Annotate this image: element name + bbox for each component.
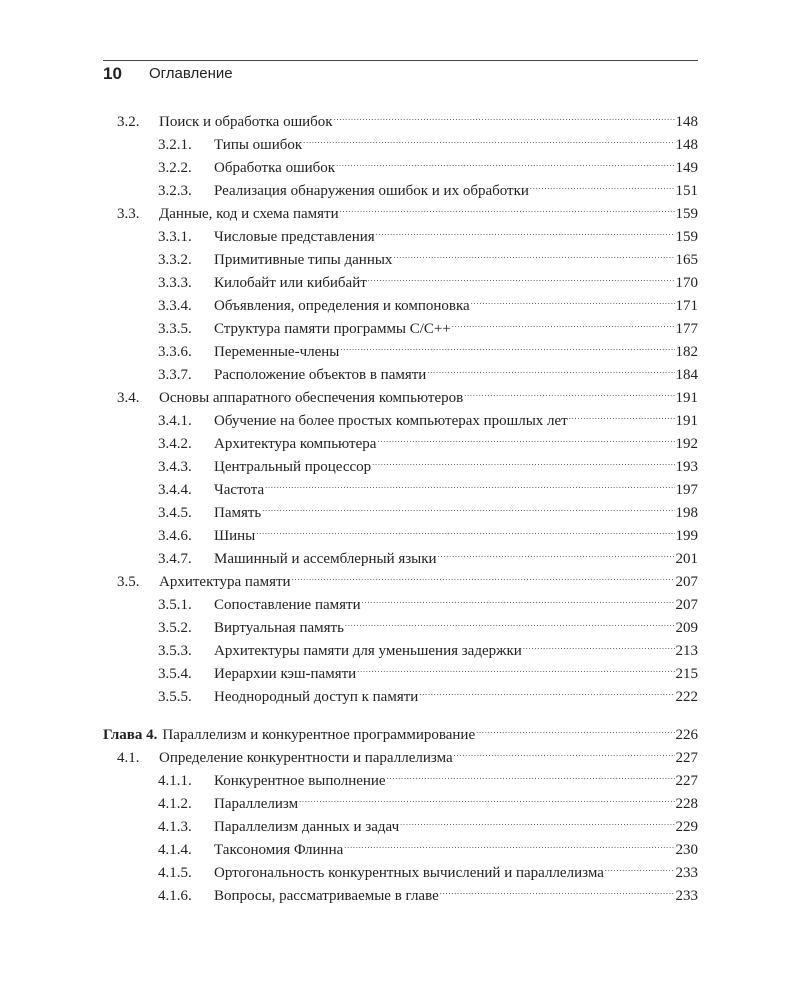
toc-entry-number: 3.4.2. xyxy=(158,436,192,452)
dot-leader xyxy=(605,855,675,877)
toc-entry[interactable] xyxy=(158,242,698,268)
dot-leader xyxy=(387,763,675,785)
toc-entry-number: 3.2.1. xyxy=(158,137,192,153)
toc-entry-page: 197 xyxy=(675,482,698,498)
dot-leader xyxy=(334,104,675,126)
toc-entry-title: Типы ошибок xyxy=(214,137,303,153)
toc-entry[interactable] xyxy=(158,878,698,904)
toc-entry-number: 3.5.4. xyxy=(158,666,192,682)
toc-entry[interactable] xyxy=(158,763,698,789)
toc-entry-title: Вопросы, рассматриваемые в главе xyxy=(214,888,439,904)
toc-entry[interactable] xyxy=(117,104,698,130)
toc-entry-title: Ортогональность конкурентных вычислений и параллелизма xyxy=(214,865,604,881)
toc-entry[interactable] xyxy=(158,587,698,613)
toc-entry-number: 3.2. xyxy=(117,114,140,130)
toc-entry-title: Обучение на более простых компьютерах прошлых лет xyxy=(214,413,568,429)
toc-entry-number: 3.3.7. xyxy=(158,367,192,383)
toc-entry-title: Килобайт или кибибайт xyxy=(214,275,367,291)
toc-entry[interactable] xyxy=(158,150,698,176)
toc-entry-title: Иерархии кэш-памяти xyxy=(214,666,357,682)
toc-entry-title: Архитектура компьютера xyxy=(214,436,377,452)
toc-entry-title: Объявления, определения и компоновка xyxy=(214,298,470,314)
toc-entry-number: 3.4.3. xyxy=(158,459,192,475)
toc-entry-title: Архитектура памяти xyxy=(159,574,291,590)
page-number: 10 xyxy=(103,64,122,83)
dot-leader xyxy=(357,656,674,678)
toc-entry-page: 159 xyxy=(675,229,698,245)
dot-leader xyxy=(471,288,675,310)
toc-entry-page: 191 xyxy=(675,390,698,406)
toc-entry-number: 3.3. xyxy=(117,206,140,222)
toc-entry-number: 3.4.5. xyxy=(158,505,192,521)
toc-entry-number: 4.1.5. xyxy=(158,865,192,881)
toc-entry-title: Параллелизм данных и задач xyxy=(214,819,400,835)
toc-entry[interactable] xyxy=(158,518,698,544)
toc-entry[interactable] xyxy=(158,449,698,475)
dot-leader xyxy=(438,541,675,563)
toc-entry-number: 3.3.4. xyxy=(158,298,192,314)
dot-leader xyxy=(440,878,675,900)
toc-entry[interactable] xyxy=(158,173,698,199)
toc-entry-page: 209 xyxy=(675,620,698,636)
toc-entry[interactable] xyxy=(158,426,698,452)
dot-leader xyxy=(427,357,674,379)
dot-leader xyxy=(303,127,674,149)
toc-entry-page: 215 xyxy=(675,666,698,682)
toc-entry[interactable] xyxy=(158,832,698,858)
dot-leader xyxy=(464,380,674,402)
toc-entry[interactable] xyxy=(158,334,698,360)
toc-entry[interactable] xyxy=(158,633,698,659)
dot-leader xyxy=(299,786,674,808)
toc-entry-title: Архитектуры памяти для уменьшения задержки xyxy=(214,643,522,659)
toc-entry-number: 3.5.1. xyxy=(158,597,192,613)
toc-entry-title: Параллелизм и конкурентное программирование xyxy=(162,727,476,743)
dot-leader xyxy=(393,242,674,264)
dot-leader xyxy=(377,426,674,448)
toc-entry-number: 3.5.5. xyxy=(158,689,192,705)
toc-entry-number: 4.1.2. xyxy=(158,796,192,812)
toc-entry[interactable] xyxy=(158,855,698,881)
dot-leader xyxy=(569,403,675,425)
toc-entry-page: 159 xyxy=(675,206,698,222)
toc-entry[interactable] xyxy=(158,495,698,521)
toc-entry-page: 228 xyxy=(675,796,698,812)
toc-entry-title: Шины xyxy=(214,528,256,544)
toc-entry-number: 3.3.5. xyxy=(158,321,192,337)
toc-entry-number: 4.1.4. xyxy=(158,842,192,858)
toc-entry-title: Реализация обнаружения ошибок и их обработки xyxy=(214,183,529,199)
page-header xyxy=(103,64,698,84)
toc-entry-title: Расположение объектов в памяти xyxy=(214,367,427,383)
toc-entry-page: 222 xyxy=(675,689,698,705)
toc-entry-page: 151 xyxy=(675,183,698,199)
toc-entry-page: 184 xyxy=(675,367,698,383)
toc-entry[interactable] xyxy=(117,740,698,766)
toc-entry[interactable] xyxy=(117,196,698,222)
toc-entry-number: 3.3.2. xyxy=(158,252,192,268)
toc-entry-page: 165 xyxy=(675,252,698,268)
toc-entry-title: Данные, код и схема памяти xyxy=(159,206,339,222)
toc-entry-title: Виртуальная память xyxy=(214,620,344,636)
toc-entry-page: 198 xyxy=(675,505,698,521)
toc-entry[interactable] xyxy=(158,541,698,567)
toc-entry-number: 3.4. xyxy=(117,390,140,406)
toc-entry-title: Параллелизм xyxy=(214,796,299,812)
toc-entry-number: 4.1. xyxy=(117,750,140,766)
toc-entry[interactable] xyxy=(158,472,698,498)
toc-entry-title: Неоднородный доступ к памяти xyxy=(214,689,419,705)
toc-entry-page: 191 xyxy=(675,413,698,429)
toc-entry-page: 199 xyxy=(675,528,698,544)
toc-entry-page: 148 xyxy=(675,137,698,153)
toc-entry-number: 3.5. xyxy=(117,574,140,590)
dot-leader xyxy=(262,495,674,517)
toc-entry-number: 3.2.2. xyxy=(158,160,192,176)
toc-entry-page: 227 xyxy=(675,750,698,766)
dot-leader xyxy=(340,196,675,218)
toc-entry-number: 3.4.4. xyxy=(158,482,192,498)
toc-entry-page: 171 xyxy=(675,298,698,314)
toc-entry-page: 207 xyxy=(675,597,698,613)
toc-entry-title: Поиск и обработка ошибок xyxy=(159,114,333,130)
toc-entry-page: 192 xyxy=(675,436,698,452)
toc-entry-title: Числовые представления xyxy=(214,229,375,245)
dot-leader xyxy=(530,173,675,195)
toc-entry-page: 201 xyxy=(675,551,698,567)
toc-entry[interactable] xyxy=(158,265,698,291)
toc-entry[interactable] xyxy=(117,564,698,590)
toc-entry-title: Конкурентное выполнение xyxy=(214,773,386,789)
toc-entry-title: Основы аппаратного обеспечения компьютеров xyxy=(159,390,464,406)
toc-entry-page: 170 xyxy=(675,275,698,291)
toc-entry-number: 3.3.3. xyxy=(158,275,192,291)
toc-entry[interactable] xyxy=(158,809,698,835)
dot-leader xyxy=(265,472,674,494)
toc-entry-page: 207 xyxy=(675,574,698,590)
toc-entry-title: Центральный процессор xyxy=(214,459,372,475)
dot-leader xyxy=(292,564,675,586)
dot-leader xyxy=(345,610,675,632)
dot-leader xyxy=(336,150,674,172)
dot-leader xyxy=(340,334,674,356)
toc-entry[interactable] xyxy=(158,219,698,245)
dot-leader xyxy=(256,518,674,540)
toc-entry[interactable] xyxy=(158,786,698,812)
toc-entry-number: 3.5.3. xyxy=(158,643,192,659)
toc-entry[interactable] xyxy=(158,127,698,153)
toc-entry-title: Память xyxy=(214,505,262,521)
toc-entry[interactable] xyxy=(158,610,698,636)
toc-entry-title: Машинный и ассемблерный языки xyxy=(214,551,437,567)
toc-entry-number: 4.1.1. xyxy=(158,773,192,789)
dot-leader xyxy=(362,587,675,609)
toc-entry-page: 213 xyxy=(675,643,698,659)
running-title: Оглавление xyxy=(149,65,233,82)
toc-entry[interactable] xyxy=(158,288,698,314)
toc-entry[interactable] xyxy=(117,380,698,406)
toc-entry-number: 3.4.7. xyxy=(158,551,192,567)
toc-entry-page: 149 xyxy=(675,160,698,176)
toc-entry-title: Частота xyxy=(214,482,265,498)
toc-entry-title: Обработка ошибок xyxy=(214,160,336,176)
toc-entry-number: 3.3.1. xyxy=(158,229,192,245)
toc-entry-number: 4.1.3. xyxy=(158,819,192,835)
toc-entry-page: 226 xyxy=(675,727,698,743)
toc-entry-page: 229 xyxy=(675,819,698,835)
toc-entry-page: 148 xyxy=(675,114,698,130)
dot-leader xyxy=(419,679,674,701)
toc-entry-title: Сопоставление памяти xyxy=(214,597,361,613)
dot-leader xyxy=(476,717,674,739)
dot-leader xyxy=(454,740,675,762)
toc-entry-number: 3.2.3. xyxy=(158,183,192,199)
toc-entry-page: 227 xyxy=(675,773,698,789)
toc-entry-number: 3.5.2. xyxy=(158,620,192,636)
toc-entry-page: 177 xyxy=(675,321,698,337)
dot-leader xyxy=(400,809,674,831)
dot-leader xyxy=(368,265,675,287)
toc-entry-title: Таксономия Флинна xyxy=(214,842,344,858)
toc-entry-title: Определение конкурентности и параллелизма xyxy=(159,750,453,766)
toc-entry-page: 233 xyxy=(675,888,698,904)
toc-entry-page: 233 xyxy=(675,865,698,881)
dot-leader xyxy=(372,449,674,471)
header-rule xyxy=(103,60,698,61)
toc-entry[interactable] xyxy=(158,311,698,337)
toc-entry-number: Глава 4. xyxy=(103,727,158,743)
toc-entry[interactable] xyxy=(158,357,698,383)
toc-entry[interactable] xyxy=(158,403,698,429)
dot-leader xyxy=(344,832,674,854)
toc-entry-page: 182 xyxy=(675,344,698,360)
toc-entry-number: 3.4.1. xyxy=(158,413,192,429)
toc-entry[interactable] xyxy=(158,656,698,682)
toc-entry-number: 3.3.6. xyxy=(158,344,192,360)
dot-leader xyxy=(452,311,675,333)
toc-entry[interactable] xyxy=(158,679,698,705)
toc-entry-title: Переменные-члены xyxy=(214,344,340,360)
toc-entry-number: 4.1.6. xyxy=(158,888,192,904)
toc-entry-title: Структура памяти программы C/C++ xyxy=(214,321,451,337)
dot-leader xyxy=(523,633,675,655)
toc-entry-title: Примитивные типы данных xyxy=(214,252,393,268)
toc-entry[interactable] xyxy=(103,717,698,743)
toc-entry-number: 3.4.6. xyxy=(158,528,192,544)
toc-entry-page: 193 xyxy=(675,459,698,475)
toc-entry-page: 230 xyxy=(675,842,698,858)
dot-leader xyxy=(376,219,675,241)
